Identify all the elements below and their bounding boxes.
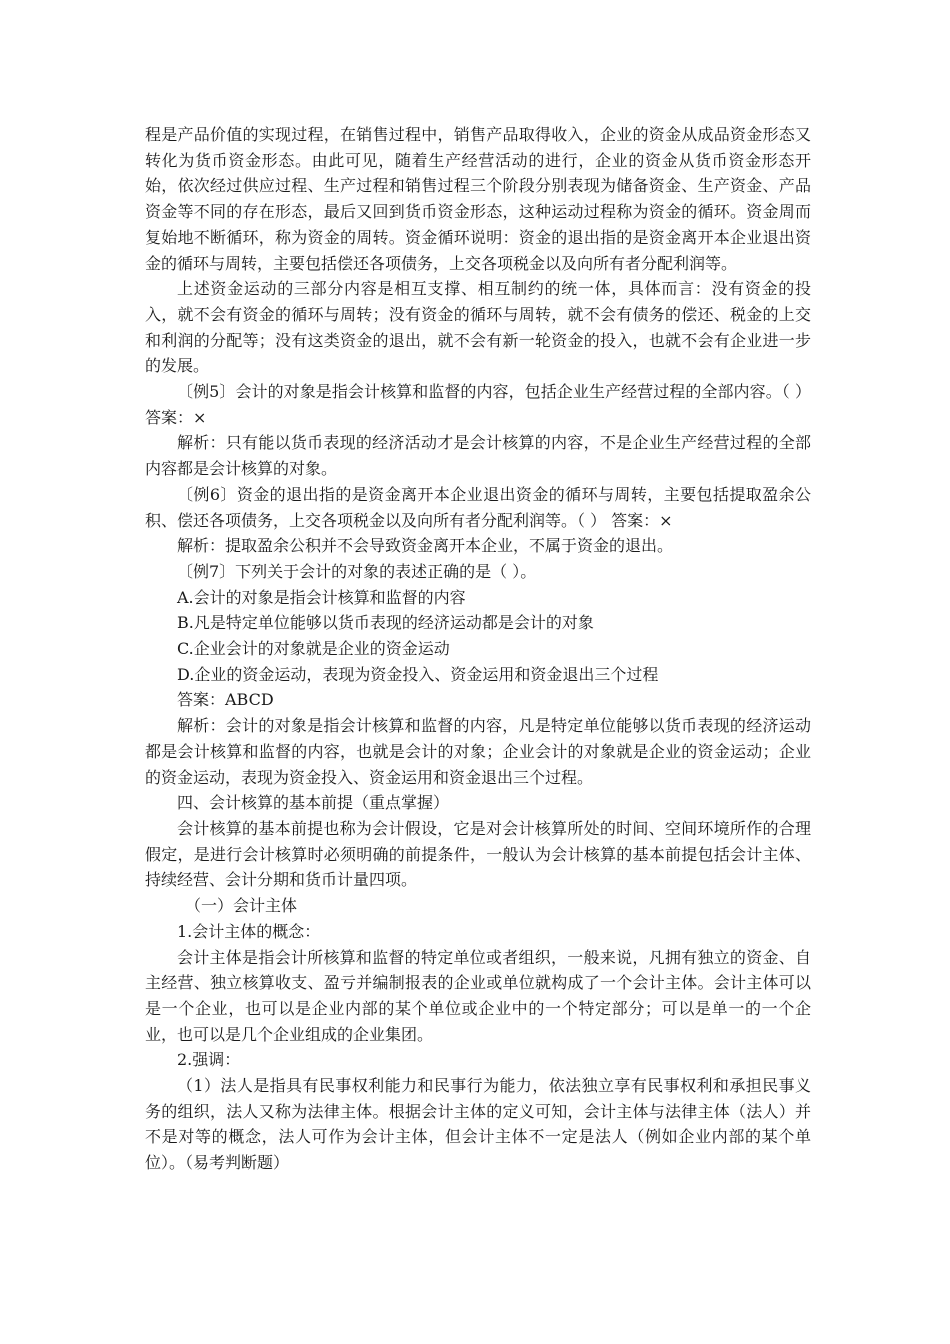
item-heading-entity-concept: 1.会计主体的概念： xyxy=(177,921,321,941)
example-7-option-d: D.企业的资金运动，表现为资金投入、资金运用和资金退出三个过程 xyxy=(177,664,659,684)
example-7-option-a: A.会计的对象是指会计核算和监督的内容 xyxy=(177,587,466,607)
paragraph-legal-person: （1）法人是指具有民事权利能力和民事行为能力，依法独立享有民事权利和承担民事义务的组织，法人又称为法律主体。根据会计主体的定义可知，会计主体与法律主体（法人）并不是对等的概念，法人可作为会计主体，但会计主体不一定是法人（例如企业内部的某个单位）。（易考判断题） xyxy=(145,1076,811,1173)
example-6-question: 〔例6〕资金的退出指的是资金离开本企业退出资金的循环与周转，主要包括提取盈余公积、偿还各项债务，上交各项税金以及向所有者分配利润等。（ ） 答案：× xyxy=(145,484,811,530)
example-7-answer: 答案：ABCD xyxy=(177,690,274,710)
paragraph-entity-concept: 会计主体是指会计所核算和监督的特定单位或者组织，一般来说，凡拥有独立的资金、自主经营、独立核算收支、盈亏并编制报表的企业或单位就构成了一个会计主体。会计主体可以是一个企业，也可以是企业内部的某个单位或企业中的一个特定部分；可以是单一的一个企业，也可以是几个企业组成的企业集团。 xyxy=(145,947,811,1044)
section-heading-basic-premises: 四、会计核算的基本前提（重点掌握） xyxy=(177,793,450,813)
paragraph-basic-premises: 会计核算的基本前提也称为会计假设，它是对会计核算所处的时间、空间环境所作的合理假定，是进行会计核算时必须明确的前提条件，一般认为会计核算的基本前提包括会计主体、持续经营、会计分期和货币计量四项。 xyxy=(145,818,811,890)
example-7-option-b: B.凡是特定单位能够以货币表现的经济运动都是会计的对象 xyxy=(177,613,594,633)
example-7-analysis: 解析：会计的对象是指会计核算和监督的内容，凡是特定单位能够以货币表现的经济运动都是会计核算和监督的内容，也就是会计的对象；企业会计的对象就是企业的资金运动；企业的资金运动，表现为资金投入、资金运用和资金退出三个过程。 xyxy=(145,716,811,787)
example-6-analysis: 解析：提取盈余公积并不会导致资金离开本企业，不属于资金的退出。 xyxy=(177,536,674,556)
example-7-question: 〔例7〕下列关于会计的对象的表述正确的是（ ）。 xyxy=(177,561,537,581)
paragraph-capital-unity: 上述资金运动的三部分内容是相互支撑、相互制约的统一体，具体而言：没有资金的投入，就不会有资金的循环与周转；没有资金的循环与周转，就不会有债务的偿还、税金的上交和利润的分配等；没有这类资金的退出，就不会有新一轮资金的投入，也就不会有企业进一步的发展。 xyxy=(145,279,811,376)
subsection-heading-accounting-entity: （一）会计主体 xyxy=(185,896,298,916)
example-5-analysis: 解析：只有能以货币表现的经济活动才是会计核算的内容，不是企业生产经营过程的全部内容都是会计核算的对象。 xyxy=(145,433,811,479)
paragraph-capital-cycle: 程是产品价值的实现过程，在销售过程中，销售产品取得收入，企业的资金从成品资金形态又转化为货币资金形态。由此可见，随着生产经营活动的进行，企业的资金从货币资金形态开始，依次经过供应过程、生产过程和销售过程三个阶段分别表现为储备资金、生产资金、产品资金等不同的存在形态，最后又回到货币资金形态，这种运动过程称为资金的循环。资金周而复始地不断循环，称为资金的周转。资金循环说明：资金的退出指的是资金离开本企业退出资金的循环与周转，主要包括偿还各项债务，上交各项税金以及向所有者分配利润等。 xyxy=(145,125,811,273)
example-5-question: 〔例5〕会计的对象是指会计核算和监督的内容，包括企业生产经营过程的全部内容。（ ） 答案：× xyxy=(145,382,811,427)
example-7-option-c: C.企业会计的对象就是企业的资金运动 xyxy=(177,639,450,659)
document-body xyxy=(145,122,811,1176)
item-heading-emphasis: 2.强调： xyxy=(177,1050,241,1070)
